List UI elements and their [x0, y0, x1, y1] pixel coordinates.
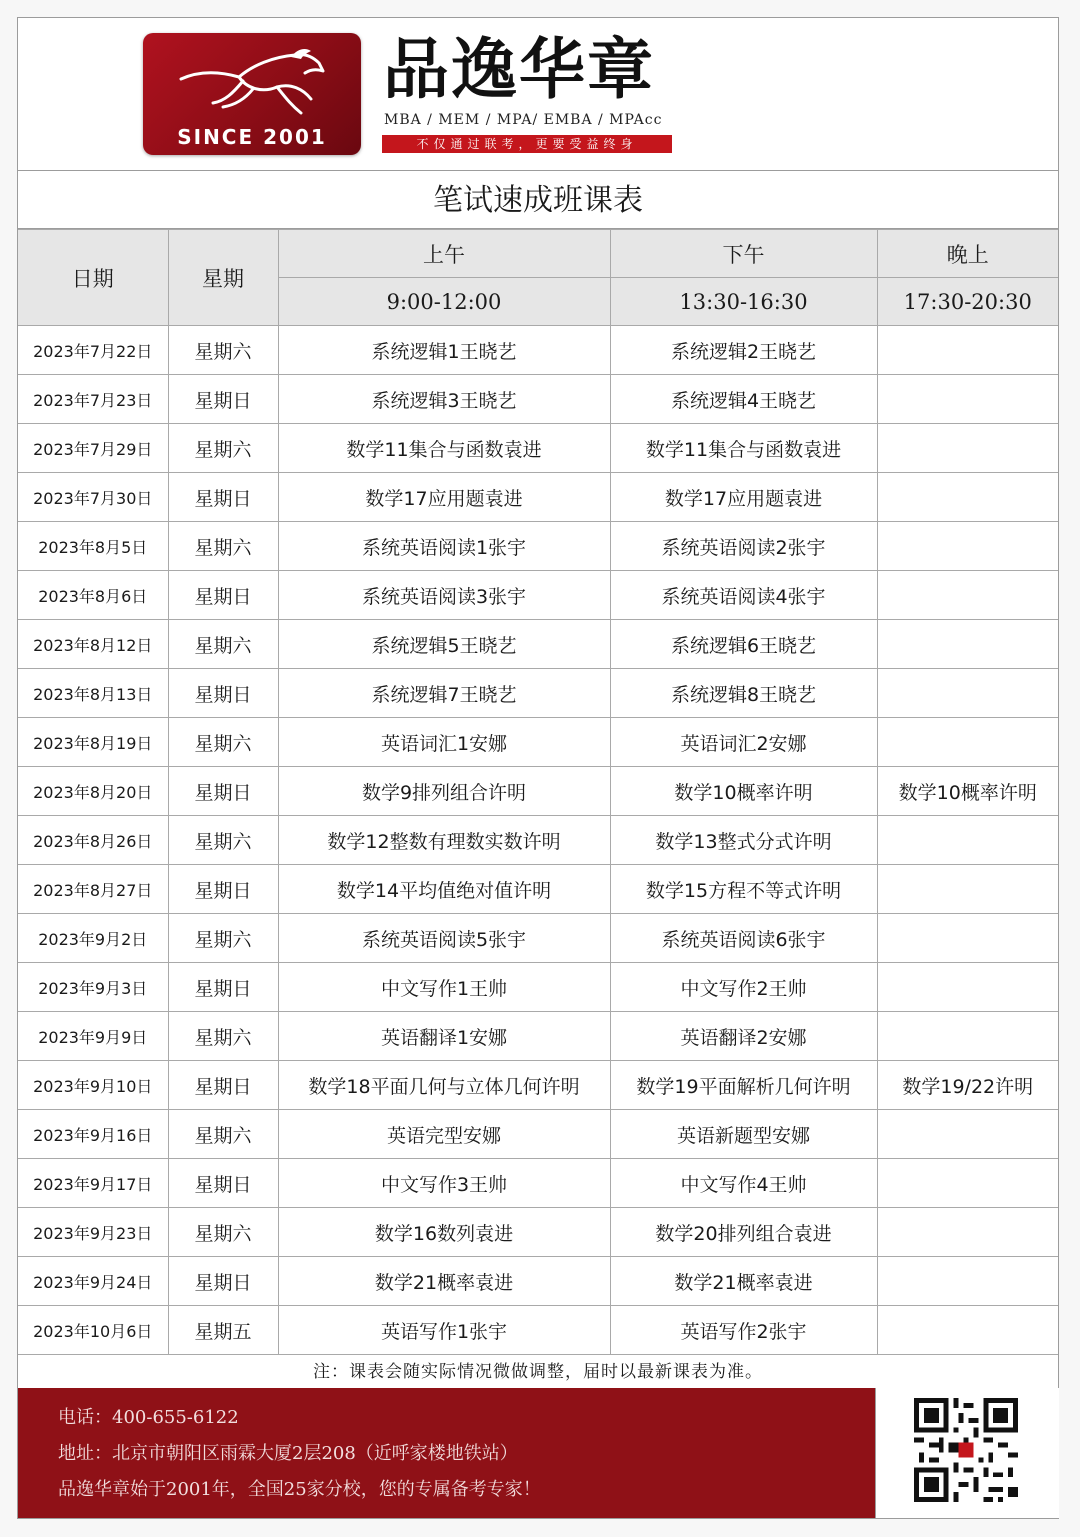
- cell-weekday: 星期日: [168, 669, 278, 718]
- cell-date: 2023年9月23日: [18, 1208, 168, 1257]
- cell-evening: [877, 963, 1058, 1012]
- cell-afternoon: 系统逻辑6王晓艺: [610, 620, 877, 669]
- cell-weekday: 星期六: [168, 522, 278, 571]
- cell-morning: 中文写作1王帅: [278, 963, 610, 1012]
- cell-morning: 数学11集合与函数袁进: [278, 424, 610, 473]
- cell-evening: [877, 816, 1058, 865]
- cell-weekday: 星期日: [168, 1061, 278, 1110]
- cell-weekday: 星期六: [168, 1208, 278, 1257]
- cell-morning: 数学9排列组合许明: [278, 767, 610, 816]
- col-header-afternoon: 下午: [610, 230, 877, 278]
- cell-date: 2023年9月9日: [18, 1012, 168, 1061]
- cell-date: 2023年7月23日: [18, 375, 168, 424]
- cell-evening: [877, 571, 1058, 620]
- cell-date: 2023年8月6日: [18, 571, 168, 620]
- brand-name: 品逸华章: [383, 31, 655, 108]
- cell-date: 2023年9月2日: [18, 914, 168, 963]
- cell-weekday: 星期日: [168, 963, 278, 1012]
- cell-afternoon: 系统逻辑2王晓艺: [610, 326, 877, 375]
- cell-weekday: 星期日: [168, 571, 278, 620]
- cell-afternoon: 数学21概率袁进: [610, 1257, 877, 1306]
- cell-morning: 系统逻辑5王晓艺: [278, 620, 610, 669]
- cell-afternoon: 数学20排列组合袁进: [610, 1208, 877, 1257]
- cell-evening: [877, 718, 1058, 767]
- cell-date: 2023年9月10日: [18, 1061, 168, 1110]
- cell-weekday: 星期六: [168, 1110, 278, 1159]
- cell-date: 2023年8月19日: [18, 718, 168, 767]
- cell-afternoon: 数学15方程不等式许明: [610, 865, 877, 914]
- qr-code[interactable]: [875, 1388, 1059, 1518]
- cell-date: 2023年8月26日: [18, 816, 168, 865]
- cell-weekday: 星期六: [168, 424, 278, 473]
- cell-afternoon: 英语词汇2安娜: [610, 718, 877, 767]
- cell-afternoon: 系统逻辑4王晓艺: [610, 375, 877, 424]
- cell-morning: 系统英语阅读5张宇: [278, 914, 610, 963]
- cell-afternoon: 英语写作2张宇: [610, 1306, 877, 1355]
- table-row: [18, 816, 1058, 865]
- cell-morning: 中文写作3王帅: [278, 1159, 610, 1208]
- table-row: [18, 571, 1058, 620]
- cell-afternoon: 数学10概率许明: [610, 767, 877, 816]
- cell-weekday: 星期日: [168, 473, 278, 522]
- cell-date: 2023年8月27日: [18, 865, 168, 914]
- table-row: [18, 375, 1058, 424]
- cell-weekday: 星期六: [168, 620, 278, 669]
- table-row: [18, 620, 1058, 669]
- table-row: [18, 718, 1058, 767]
- cell-morning: 系统英语阅读3张宇: [278, 571, 610, 620]
- cell-evening: [877, 1257, 1058, 1306]
- cell-morning: 英语写作1张宇: [278, 1306, 610, 1355]
- cell-afternoon: 数学19平面解析几何许明: [610, 1061, 877, 1110]
- cell-evening: [877, 914, 1058, 963]
- slogan-banner: 不仅通过联考，更要受益终身: [382, 135, 672, 153]
- cell-weekday: 星期日: [168, 1257, 278, 1306]
- cell-weekday: 星期六: [168, 718, 278, 767]
- cell-morning: 数学21概率袁进: [278, 1257, 610, 1306]
- cell-afternoon: 英语翻译2安娜: [610, 1012, 877, 1061]
- footer-phone: 电话：400-655-6122: [58, 1407, 239, 1428]
- table-row: [18, 1306, 1058, 1355]
- schedule-note: 注：课表会随实际情况微做调整，届时以最新课表为准。: [313, 1362, 763, 1382]
- cell-evening: [877, 1012, 1058, 1061]
- cell-evening: 数学19/22许明: [877, 1061, 1058, 1110]
- table-row: [18, 473, 1058, 522]
- schedule-body: [18, 326, 1058, 1355]
- page-title: 笔试速成班课表: [18, 170, 1058, 229]
- table-row: [18, 1110, 1058, 1159]
- cell-afternoon: 中文写作4王帅: [610, 1159, 877, 1208]
- table-row: [18, 1257, 1058, 1306]
- table-row: [18, 963, 1058, 1012]
- cell-date: 2023年9月16日: [18, 1110, 168, 1159]
- cell-weekday: 星期六: [168, 914, 278, 963]
- logo: [143, 33, 361, 155]
- cell-evening: [877, 1110, 1058, 1159]
- table-row: [18, 1208, 1058, 1257]
- cell-afternoon: 系统英语阅读2张宇: [610, 522, 877, 571]
- cell-morning: 数学12整数有理数实数许明: [278, 816, 610, 865]
- cell-evening: [877, 424, 1058, 473]
- col-header-date: 日期: [18, 230, 168, 326]
- footer: [18, 1388, 1058, 1518]
- table-row: [18, 1159, 1058, 1208]
- cell-morning: 英语词汇1安娜: [278, 718, 610, 767]
- cell-date: 2023年8月12日: [18, 620, 168, 669]
- horse-icon: [173, 43, 333, 123]
- cell-weekday: 星期日: [168, 1159, 278, 1208]
- table-row: [18, 914, 1058, 963]
- cell-weekday: 星期日: [168, 767, 278, 816]
- table-row: [18, 767, 1058, 816]
- cell-evening: [877, 326, 1058, 375]
- cell-date: 2023年9月3日: [18, 963, 168, 1012]
- cell-evening: [877, 375, 1058, 424]
- footer-address: 地址：北京市朝阳区雨霖大厦2层208（近呼家楼地铁站）: [58, 1443, 518, 1464]
- table-row: [18, 865, 1058, 914]
- cell-morning: 系统逻辑7王晓艺: [278, 669, 610, 718]
- qr-code-icon: [914, 1398, 1018, 1502]
- table-row: [18, 424, 1058, 473]
- cell-evening: [877, 473, 1058, 522]
- cell-afternoon: 英语新题型安娜: [610, 1110, 877, 1159]
- cell-morning: 英语翻译1安娜: [278, 1012, 610, 1061]
- cell-date: 2023年9月24日: [18, 1257, 168, 1306]
- cell-morning: 数学18平面几何与立体几何许明: [278, 1061, 610, 1110]
- program-list: MBA / MEM / MPA/ EMBA / MPAcc: [384, 112, 663, 128]
- cell-date: 2023年8月13日: [18, 669, 168, 718]
- table-row: [18, 1061, 1058, 1110]
- cell-morning: 数学16数列袁进: [278, 1208, 610, 1257]
- cell-afternoon: 系统逻辑8王晓艺: [610, 669, 877, 718]
- cell-weekday: 星期六: [168, 326, 278, 375]
- table-row: [18, 326, 1058, 375]
- cell-date: 2023年7月29日: [18, 424, 168, 473]
- table-row: [18, 669, 1058, 718]
- cell-evening: [877, 620, 1058, 669]
- cell-evening: [877, 669, 1058, 718]
- cell-evening: [877, 522, 1058, 571]
- cell-evening: [877, 865, 1058, 914]
- table-row: [18, 522, 1058, 571]
- cell-afternoon: 系统英语阅读4张宇: [610, 571, 877, 620]
- col-header-weekday: 星期: [168, 230, 278, 326]
- cell-evening: [877, 1208, 1058, 1257]
- cell-date: 2023年9月17日: [18, 1159, 168, 1208]
- cell-afternoon: 数学13整式分式许明: [610, 816, 877, 865]
- col-header-morning: 上午: [278, 230, 610, 278]
- schedule-sheet: [17, 17, 1059, 1519]
- cell-morning: 系统逻辑1王晓艺: [278, 326, 610, 375]
- cell-afternoon: 数学11集合与函数袁进: [610, 424, 877, 473]
- col-header-morning-time: 9:00-12:00: [278, 278, 610, 326]
- cell-weekday: 星期六: [168, 816, 278, 865]
- cell-date: 2023年7月22日: [18, 326, 168, 375]
- cell-date: 2023年10月6日: [18, 1306, 168, 1355]
- cell-morning: 数学17应用题袁进: [278, 473, 610, 522]
- since-label: SINCE 2001: [177, 125, 327, 149]
- cell-date: 2023年8月5日: [18, 522, 168, 571]
- col-header-evening: 晚上: [877, 230, 1058, 278]
- cell-weekday: 星期日: [168, 865, 278, 914]
- cell-afternoon: 中文写作2王帅: [610, 963, 877, 1012]
- cell-date: 2023年8月20日: [18, 767, 168, 816]
- col-header-afternoon-time: 13:30-16:30: [610, 278, 877, 326]
- cell-weekday: 星期日: [168, 375, 278, 424]
- cell-morning: 英语完型安娜: [278, 1110, 610, 1159]
- cell-morning: 系统英语阅读1张宇: [278, 522, 610, 571]
- cell-evening: 数学10概率许明: [877, 767, 1058, 816]
- header: [18, 18, 1058, 171]
- cell-afternoon: 数学17应用题袁进: [610, 473, 877, 522]
- cell-evening: [877, 1306, 1058, 1355]
- schedule-table: [18, 229, 1058, 1355]
- footer-tagline: 品逸华章始于2001年，全国25家分校，您的专属备考专家！: [58, 1479, 541, 1500]
- cell-afternoon: 系统英语阅读6张宇: [610, 914, 877, 963]
- cell-morning: 数学14平均值绝对值许明: [278, 865, 610, 914]
- cell-date: 2023年7月30日: [18, 473, 168, 522]
- table-row: [18, 1012, 1058, 1061]
- cell-weekday: 星期五: [168, 1306, 278, 1355]
- cell-evening: [877, 1159, 1058, 1208]
- cell-weekday: 星期六: [168, 1012, 278, 1061]
- col-header-evening-time: 17:30-20:30: [877, 278, 1058, 326]
- cell-morning: 系统逻辑3王晓艺: [278, 375, 610, 424]
